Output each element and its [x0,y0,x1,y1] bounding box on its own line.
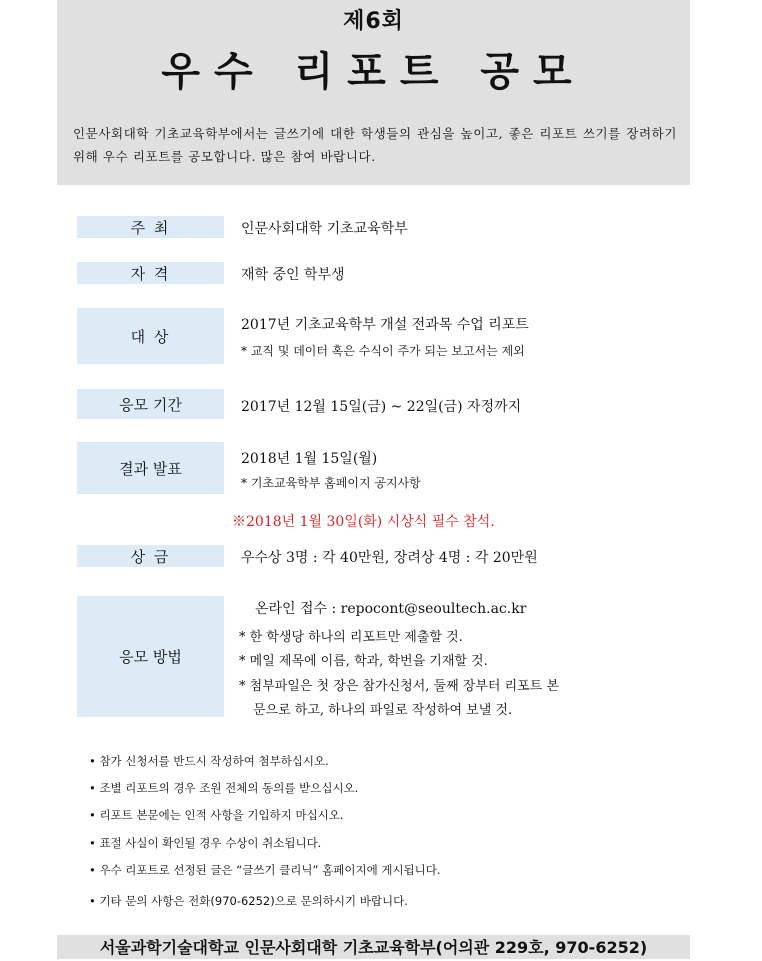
method-item-4: 문으로 하고, 하나의 파일로 작성하여 보낼 것. [253,703,513,718]
method-label: 응모 방법 [77,596,224,717]
result-label: 결과 발표 [77,442,224,494]
eligibility-label: 자 격 [77,262,224,284]
list-item: • 표절 사실이 확인될 경우 수상이 취소됩니다. [89,836,322,850]
target-value: 2017년 기초교육학부 개설 전과목 수업 리포트 [241,317,529,333]
list-item: • 리포트 본문에는 인적 사항을 기입하지 마십시오. [89,808,344,822]
list-item: • 조별 리포트의 경우 조원 전체의 동의를 받으십시오. [89,781,359,795]
target-note: * 교직 및 데이터 혹은 수식이 주가 되는 보고서는 제외 [241,344,525,358]
edition-label: 제6회 [343,9,404,34]
header-banner [57,0,690,185]
prize-label: 상 금 [77,545,224,567]
list-item: • 참가 신청서를 반드시 작성하여 첨부하십시오. [89,754,329,768]
host-value: 인문사회대학 기초교육학부 [241,221,408,237]
poster [57,0,690,959]
ceremony-notice: ※2018년 1월 30일(화) 시상식 필수 참석. [232,514,495,530]
list-item: • 기타 문의 사항은 전화(970-6252)으로 문의하시기 바랍니다. [89,894,408,908]
method-item-1: * 한 학생당 하나의 리포트만 제출할 것. [239,630,463,645]
period-value: 2017년 12월 15일(금) ~ 22일(금) 자정까지 [241,399,522,415]
period-label: 응모 기간 [77,389,224,419]
host-label: 주 최 [77,216,224,238]
footer-contact: 서울과학기술대학교 인문사회대학 기초교육학부(어의관 229호, 970-6252) [57,935,690,959]
method-item-2: * 메일 제목에 이름, 학과, 학번을 기재할 것. [239,654,488,669]
intro-text: 인문사회대학 기초교육학부에서는 글쓰기에 대한 학생들의 관심을 높이고, 좋은 리포트 쓰기를 장려하기 위해 우수 리포트를 공모합니다. 많은 참여 바랍니다. [73,126,677,164]
list-item: • 우수 리포트로 선정된 글은 “글쓰기 클리닉” 홈페이지에 게시됩니다. [89,863,441,877]
method-item-3: * 첨부파일은 첫 장은 참가신청서, 둘째 장부터 리포트 본 [239,679,559,694]
method-online: 온라인 접수 : repocont@seoultech.ac.kr [255,601,527,617]
result-note: * 기초교육학부 홈페이지 공지사항 [241,476,421,490]
result-value: 2018년 1월 15일(월) [241,451,378,467]
target-label: 대 상 [77,308,224,364]
page-title: 우수 리포트 공모 [161,49,586,95]
prize-value: 우수상 3명 : 각 40만원, 장려상 4명 : 각 20만원 [241,550,538,566]
eligibility-value: 재학 중인 학부생 [241,267,345,283]
